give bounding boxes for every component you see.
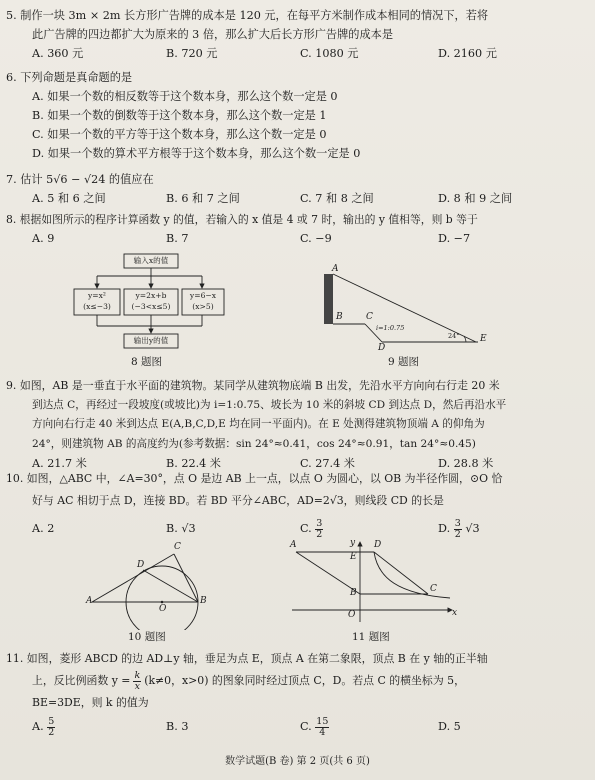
q5-line-1: 5. 制作一块 3m × 2m 长方形广告牌的成本是 120 元，在每平方米制作成本相同的情况下，若将 — [6, 9, 489, 22]
q7-option-d[interactable]: D. 8 和 9 之间 — [438, 192, 513, 205]
question-8 — [6, 210, 588, 248]
fig9-label-c: C — [366, 312, 373, 322]
circle-figure-10 — [86, 540, 216, 630]
q5-options — [6, 44, 588, 63]
q8-option-a[interactable]: A. 9 — [32, 232, 55, 245]
figure-8-caption: 8 题图 — [131, 356, 163, 368]
fig10-label-b: B — [200, 596, 207, 606]
fig11-label-d: D — [374, 540, 382, 550]
fig9-angle-label: 24° — [448, 332, 460, 340]
q5-option-d[interactable]: D. 2160 元 — [438, 47, 497, 60]
q10-options — [6, 518, 588, 540]
q10-option-b[interactable]: B. √3 — [166, 522, 196, 535]
fig9-label-d: D — [378, 343, 386, 353]
q9-line-3: 方向向右行走 40 米到达点 E(A,B,C,D,E 均在同一平面内)。在 E 处测得建筑物顶端 A 的仰角为 — [32, 418, 485, 430]
flow-branch-2-condition: (−3<x≤5) — [131, 302, 171, 311]
q9-option-d[interactable]: D. 28.8 米 — [438, 457, 494, 470]
flow-branch-3-condition: (x>5) — [192, 302, 214, 311]
figure-11-caption: 11 题图 — [352, 631, 390, 643]
slope-svg — [318, 262, 498, 354]
fig9-label-e: E — [480, 334, 487, 344]
q7-option-b[interactable]: B. 6 和 7 之间 — [166, 192, 240, 205]
fig11-label-o: O — [348, 610, 356, 620]
figure-9-caption: 9 题图 — [388, 356, 420, 368]
flow-branch-1-formula: y=x² — [88, 291, 106, 300]
q6-option-d[interactable]: D. 如果一个数的算术平方根等于这个数本身，那么这个数一定是 0 — [32, 147, 361, 160]
q11-option-c-denominator: 4 — [319, 726, 326, 738]
q9-option-b[interactable]: B. 22.4 米 — [166, 457, 221, 470]
question-6 — [6, 68, 588, 163]
q10-option-d-tail: √3 — [465, 522, 480, 535]
q11-option-a-fraction — [47, 717, 55, 738]
q11-line-2 — [6, 670, 588, 692]
flowchart-figure-8 — [70, 252, 230, 352]
q8-option-c[interactable]: C. −9 — [300, 232, 332, 245]
fig9-slope-ratio: i=1:0.75 — [376, 324, 405, 332]
q10-option-d-label: D. — [438, 522, 451, 535]
q7-option-a[interactable]: A. 5 和 6 之间 — [32, 192, 106, 205]
q9-option-c[interactable]: C. 27.4 米 — [300, 457, 355, 470]
fig11-label-y: y — [350, 538, 356, 548]
q10-option-c-label: C. — [300, 522, 312, 535]
q10-option-d-numerator: 3 — [454, 517, 461, 529]
question-7 — [6, 170, 588, 208]
flow-branch-2 — [124, 290, 178, 312]
rhombus-svg — [290, 538, 460, 624]
page-footer: 数学试题(B 卷) 第 2 页(共 6 页) — [225, 756, 370, 767]
q10-option-c-denominator: 2 — [316, 528, 323, 540]
q10-option-c[interactable] — [300, 518, 438, 540]
q5-line-2: 此广告牌的四边都扩大为原来的 3 倍，那么扩大后长方形广告牌的成本是 — [32, 28, 394, 41]
fig10-label-a: A — [86, 596, 93, 606]
q8-option-d[interactable]: D. −7 — [438, 232, 471, 245]
figure-10-caption: 10 题图 — [128, 631, 166, 643]
q10-line-2: 好与 AC 相切于点 D，连接 BD。若 BD 平分∠ABC，AD=2√3，则线段 CD 的长是 — [32, 494, 444, 507]
q11-option-c[interactable] — [300, 716, 438, 738]
question-11 — [6, 648, 588, 738]
q6-option-a[interactable]: A. 如果一个数的相反数等于这个数本身，那么这个数一定是 0 — [32, 90, 338, 103]
q11-line-3: BE=3DE，则 k 的值为 — [32, 696, 149, 709]
q11-function-numerator: k — [134, 669, 141, 681]
q11-option-a[interactable] — [32, 716, 166, 738]
q6-option-c[interactable]: C. 如果一个数的平方等于这个数本身，那么这个数一定是 0 — [32, 128, 327, 141]
fig10-label-o: O — [159, 604, 167, 614]
q5-option-b[interactable]: B. 720 元 — [166, 47, 218, 60]
question-5 — [6, 6, 588, 63]
flow-output-box: 输出y的值 — [133, 336, 169, 345]
q5-option-c[interactable]: C. 1080 元 — [300, 47, 359, 60]
fig10-label-c: C — [174, 542, 181, 552]
q11-option-c-fraction — [315, 717, 329, 738]
fig11-label-c: C — [430, 584, 437, 594]
fig10-label-d: D — [137, 560, 145, 570]
q5-option-a[interactable]: A. 360 元 — [32, 47, 84, 60]
flow-branch-3-formula: y=6−x — [189, 291, 217, 300]
q11-line-2-prefix: 上，反比例函数 y = — [32, 674, 131, 687]
q10-line-1: 10. 如图，△ABC 中，∠A=30°，点 O 是边 AB 上一点，以点 O 为圆心，以 OB 为半径作圆，⊙O 恰 — [6, 472, 503, 485]
q11-function-fraction — [133, 671, 141, 692]
q8-stem: 8. 根据如图所示的程序计算函数 y 的值，若输入的 x 值是 4 或 7 时，输出的 y 值相等，则 b 等于 — [6, 213, 478, 226]
q10-option-c-numerator: 3 — [316, 517, 323, 529]
fig11-label-e: E — [350, 552, 357, 562]
circle-svg — [86, 540, 216, 630]
q9-line-4: 24°，则建筑物 AB 的高度约为(参考数据：sin 24°≈0.41，cos 24°≈0.91，tan 24°≈0.45) — [32, 437, 476, 450]
q11-option-c-label: C. — [300, 720, 312, 733]
q11-option-a-denominator: 2 — [48, 726, 55, 738]
rhombus-figure-11 — [290, 538, 460, 624]
q11-option-d[interactable]: D. 5 — [438, 720, 461, 733]
q6-option-b[interactable]: B. 如果一个数的倒数等于这个数本身，那么这个数一定是 1 — [32, 109, 327, 122]
q6-stem: 6. 下列命题是真命题的是 — [6, 71, 133, 84]
fig11-label-b: B — [350, 588, 357, 598]
q9-line-2: 到达点 C，再经过一段坡度(或坡比)为 i=1:0.75、坡长为 10 米的斜坡 CD 到达点 D，然后再沿水平 — [32, 398, 507, 411]
flow-branch-1 — [74, 290, 120, 312]
q7-stem: 7. 估计 5√6 − √24 的值应在 — [6, 173, 154, 186]
q11-option-b[interactable]: B. 3 — [166, 720, 189, 733]
q10-option-d-fraction — [454, 519, 462, 540]
q11-function-denominator: x — [134, 680, 140, 692]
q11-line-2-suffix: (k≠0，x>0) 的图象同时经过顶点 C，D。若点 C 的横坐标为 5， — [144, 674, 465, 687]
q8-option-b[interactable]: B. 7 — [166, 232, 189, 245]
fig9-label-b: B — [336, 312, 343, 322]
q11-options — [6, 716, 588, 738]
fig11-label-a: A — [290, 540, 297, 550]
q11-line-1: 11. 如图，菱形 ABCD 的边 AD⊥y 轴，垂足为点 E，顶点 A 在第二象限，顶点 B 在 y 轴的正半轴 — [6, 652, 488, 665]
flow-branch-1-condition: (x≤−3) — [83, 302, 111, 311]
slope-figure-9 — [318, 262, 498, 354]
q11-option-c-numerator: 15 — [316, 715, 329, 727]
flow-branch-2-formula: y=2x+b — [135, 291, 167, 300]
question-10 — [6, 468, 588, 540]
q10-option-c-fraction — [315, 519, 323, 540]
q9-line-1: 9. 如图，AB 是一垂直于水平面的建筑物。某同学从建筑物底端 B 出发，先沿水平方向向右行走 20 米 — [6, 379, 500, 392]
question-9 — [6, 376, 588, 474]
q10-option-d[interactable] — [438, 518, 480, 540]
q7-options — [6, 189, 588, 208]
fig11-label-x: x — [452, 608, 458, 618]
q9-option-a[interactable]: A. 21.7 米 — [32, 457, 87, 470]
q11-option-a-label: A. — [32, 720, 44, 733]
flow-branch-3 — [182, 290, 224, 312]
q7-option-c[interactable]: C. 7 和 8 之间 — [300, 192, 374, 205]
q8-options — [6, 229, 588, 248]
q10-option-a[interactable]: A. 2 — [32, 522, 55, 535]
fig9-label-a: A — [332, 264, 339, 274]
q11-option-a-numerator: 5 — [48, 715, 55, 727]
q10-option-d-denominator: 2 — [454, 528, 461, 540]
flow-input-box: 输入x的值 — [133, 256, 169, 265]
